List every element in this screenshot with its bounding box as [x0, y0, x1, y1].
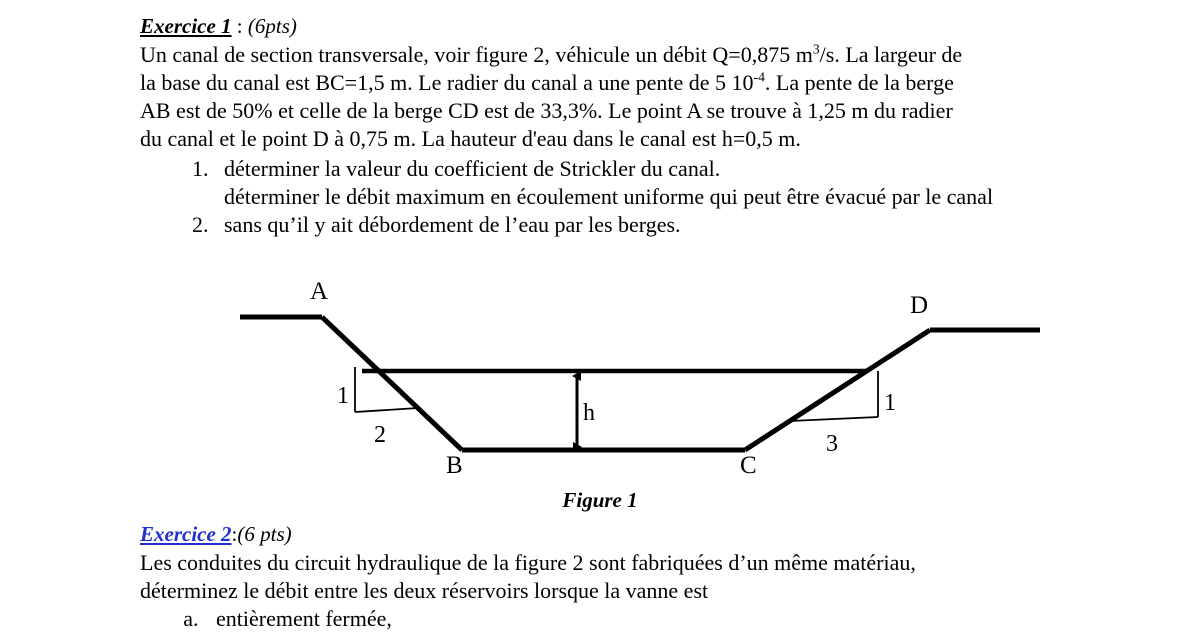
exercice-2-line-1: Les conduites du circuit hydraulique de la figure 2 sont fabriquées d’un même matériau, [140, 549, 916, 575]
label-water-depth: h [583, 400, 595, 426]
label-point-b: B [446, 452, 463, 479]
canal-cross-section-svg [0, 275, 1200, 520]
label-right-slope-rise: 1 [884, 390, 896, 416]
exercice-2-section [140, 522, 1100, 633]
question-1-text: déterminer la valeur du coefficient de Strickler du canal. [224, 155, 721, 181]
exercice-1-points: (6pts) [247, 14, 297, 38]
label-point-a: A [310, 278, 329, 305]
list-item [204, 605, 1100, 633]
exercice-1-statement [140, 41, 1060, 154]
label-right-slope-run: 3 [826, 431, 838, 457]
exercice-2-statement [140, 549, 1100, 606]
label-point-c: C [740, 452, 757, 479]
statement-line-3: AB est de 50% et celle de la berge CD est de 33,3%. Le point A se trouve à 1,25 m du radier [140, 98, 953, 124]
exercice-1-section [140, 14, 1060, 239]
label-left-slope-run: 2 [374, 422, 386, 448]
label-point-d: D [910, 292, 929, 319]
figure-1-diagram [0, 275, 1200, 520]
list-item [214, 155, 1060, 183]
figure-1-caption: Figure 1 [562, 488, 638, 512]
statement-line-1-part-1: Un canal de section transversale, voir figure 2, véhicule un débit Q=0,875 m [140, 41, 813, 67]
statement-line-1 [140, 41, 1060, 69]
list-item [214, 183, 1060, 240]
label-left-slope-rise: 1 [337, 383, 349, 409]
exercice-2-title: Exercice 2 [140, 522, 232, 546]
cubic-meter-exponent: 3 [812, 41, 820, 57]
power-of-ten-exponent: -4 [753, 69, 765, 85]
left-slope-run-tick [355, 408, 418, 412]
statement-line-4: du canal et le point D à 0,75 m. La hauteur d'eau dans le canal est h=0,5 m. [140, 126, 801, 152]
exercice-2-heading [140, 522, 1100, 548]
exercice-1-heading [140, 14, 1060, 40]
option-a-text: entièrement fermée, [216, 606, 392, 632]
exercice-1-title: Exercice 1 [140, 14, 232, 38]
exercice-1-question-list [140, 155, 1060, 240]
statement-line-2-part-2: . La pente de la berge [764, 69, 954, 95]
statement-line-1-part-2: /s. La largeur de [819, 41, 963, 67]
exercice-2-points: (6 pts) [237, 522, 292, 546]
exercice-1-separator: : [231, 14, 248, 38]
right-slope-run-tick [790, 417, 878, 421]
statement-line-2-part-1: la base du canal est BC=1,5 m. Le radier du canal a une pente de 5 10 [140, 69, 754, 95]
exercice-2-line-2: déterminez le débit entre les deux réservoirs lorsque la vanne est [140, 577, 709, 603]
exercice-2-separator: : [231, 522, 238, 546]
exercice-2-option-list [140, 605, 1100, 633]
question-2-text: déterminer le débit maximum en écoulement uniforme qui peut être évacué par le canal sans qu’il y ait débordement de l’eau par les berges. [224, 183, 994, 238]
statement-line-2 [140, 69, 1060, 97]
